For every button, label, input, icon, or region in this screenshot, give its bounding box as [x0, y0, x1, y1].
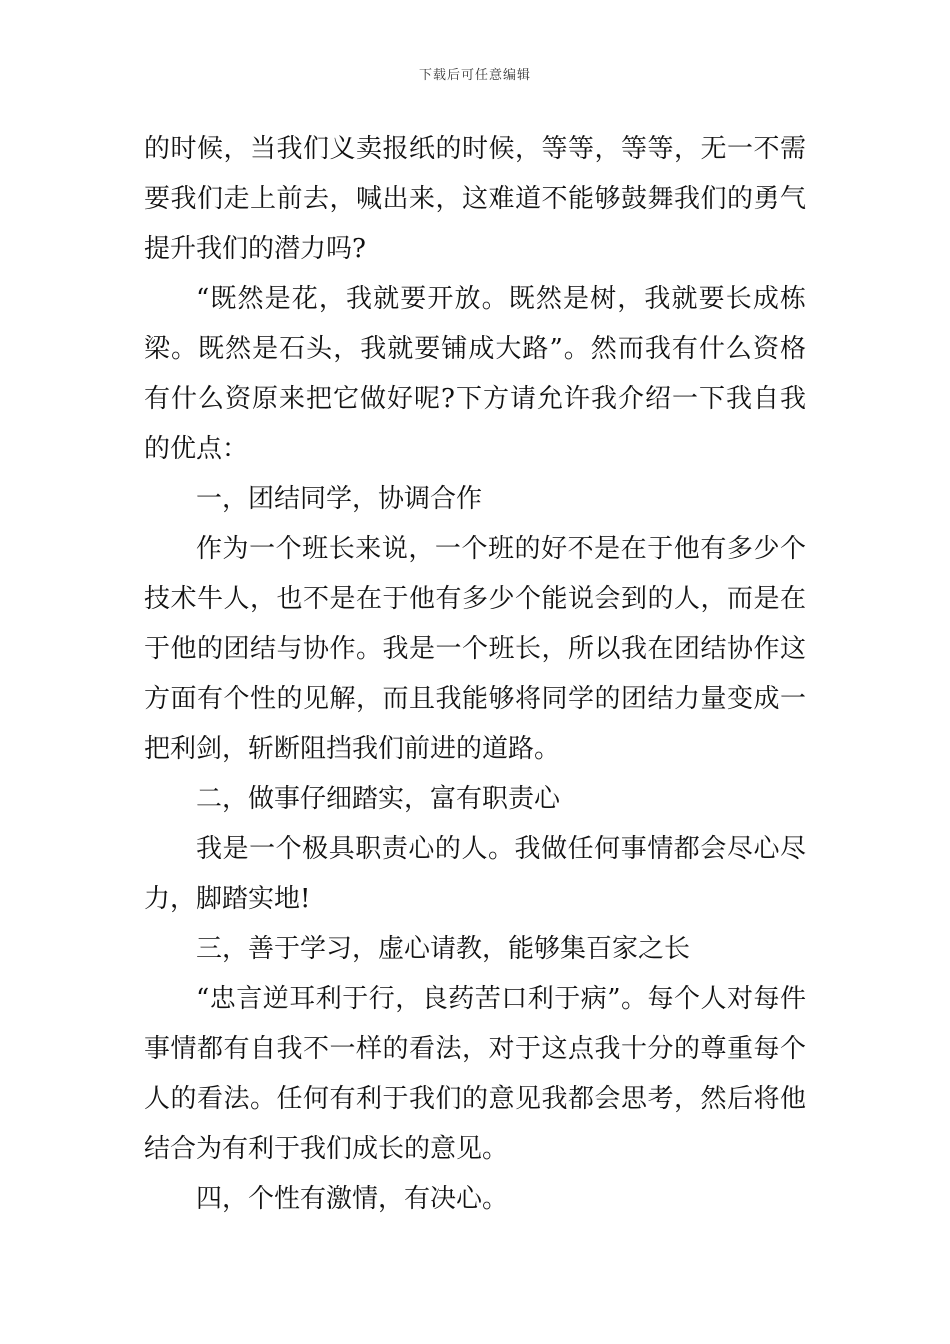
- section-heading: 一，团结同学，协调合作: [196, 484, 483, 514]
- paragraph: 我是一个极具职责心的人。我做任何事情都会尽心尽力，脚踏实地!: [144, 834, 806, 914]
- paragraph: “忠言逆耳利于行，良药苦口利于病”。每个人对每件事情都有自我不一样的看法，对于这点我十分的尊重每个人的看法。任何有利于我们的意见我都会思考，然后将他结合为有利于我们成长的意见。: [144, 984, 806, 1164]
- section-heading: 四，个性有激情，有决心。: [196, 1184, 509, 1214]
- document-body: [144, 124, 806, 1224]
- paragraph: 的时候，当我们义卖报纸的时候，等等，等等，无一不需要我们走上前去，喊出来，这难道不能够鼓舞我们的勇气提升我们的潜力吗?: [144, 134, 806, 264]
- paragraph: 作为一个班长来说，一个班的好不是在于他有多少个技术牛人，也不是在于他有多少个能说会到的人，而是在于他的团结与协作。我是一个班长，所以我在团结协作这方面有个性的见解，而且我能够将同学的团结力量变成一把利剑，斩断阻挡我们前进的道路。: [144, 534, 806, 764]
- paragraph: “既然是花，我就要开放。既然是树，我就要长成栋梁。既然是石头，我就要铺成大路”。然而我有什么资格有什么资原来把它做好呢?下方请允许我介绍一下我自我的优点：: [144, 284, 806, 464]
- section-heading: 二，做事仔细踏实，富有职责心: [196, 784, 561, 814]
- section-heading: 三，善于学习，虚心请教，能够集百家之长: [196, 934, 691, 964]
- page-header: 下载后可任意编辑: [418, 68, 531, 83]
